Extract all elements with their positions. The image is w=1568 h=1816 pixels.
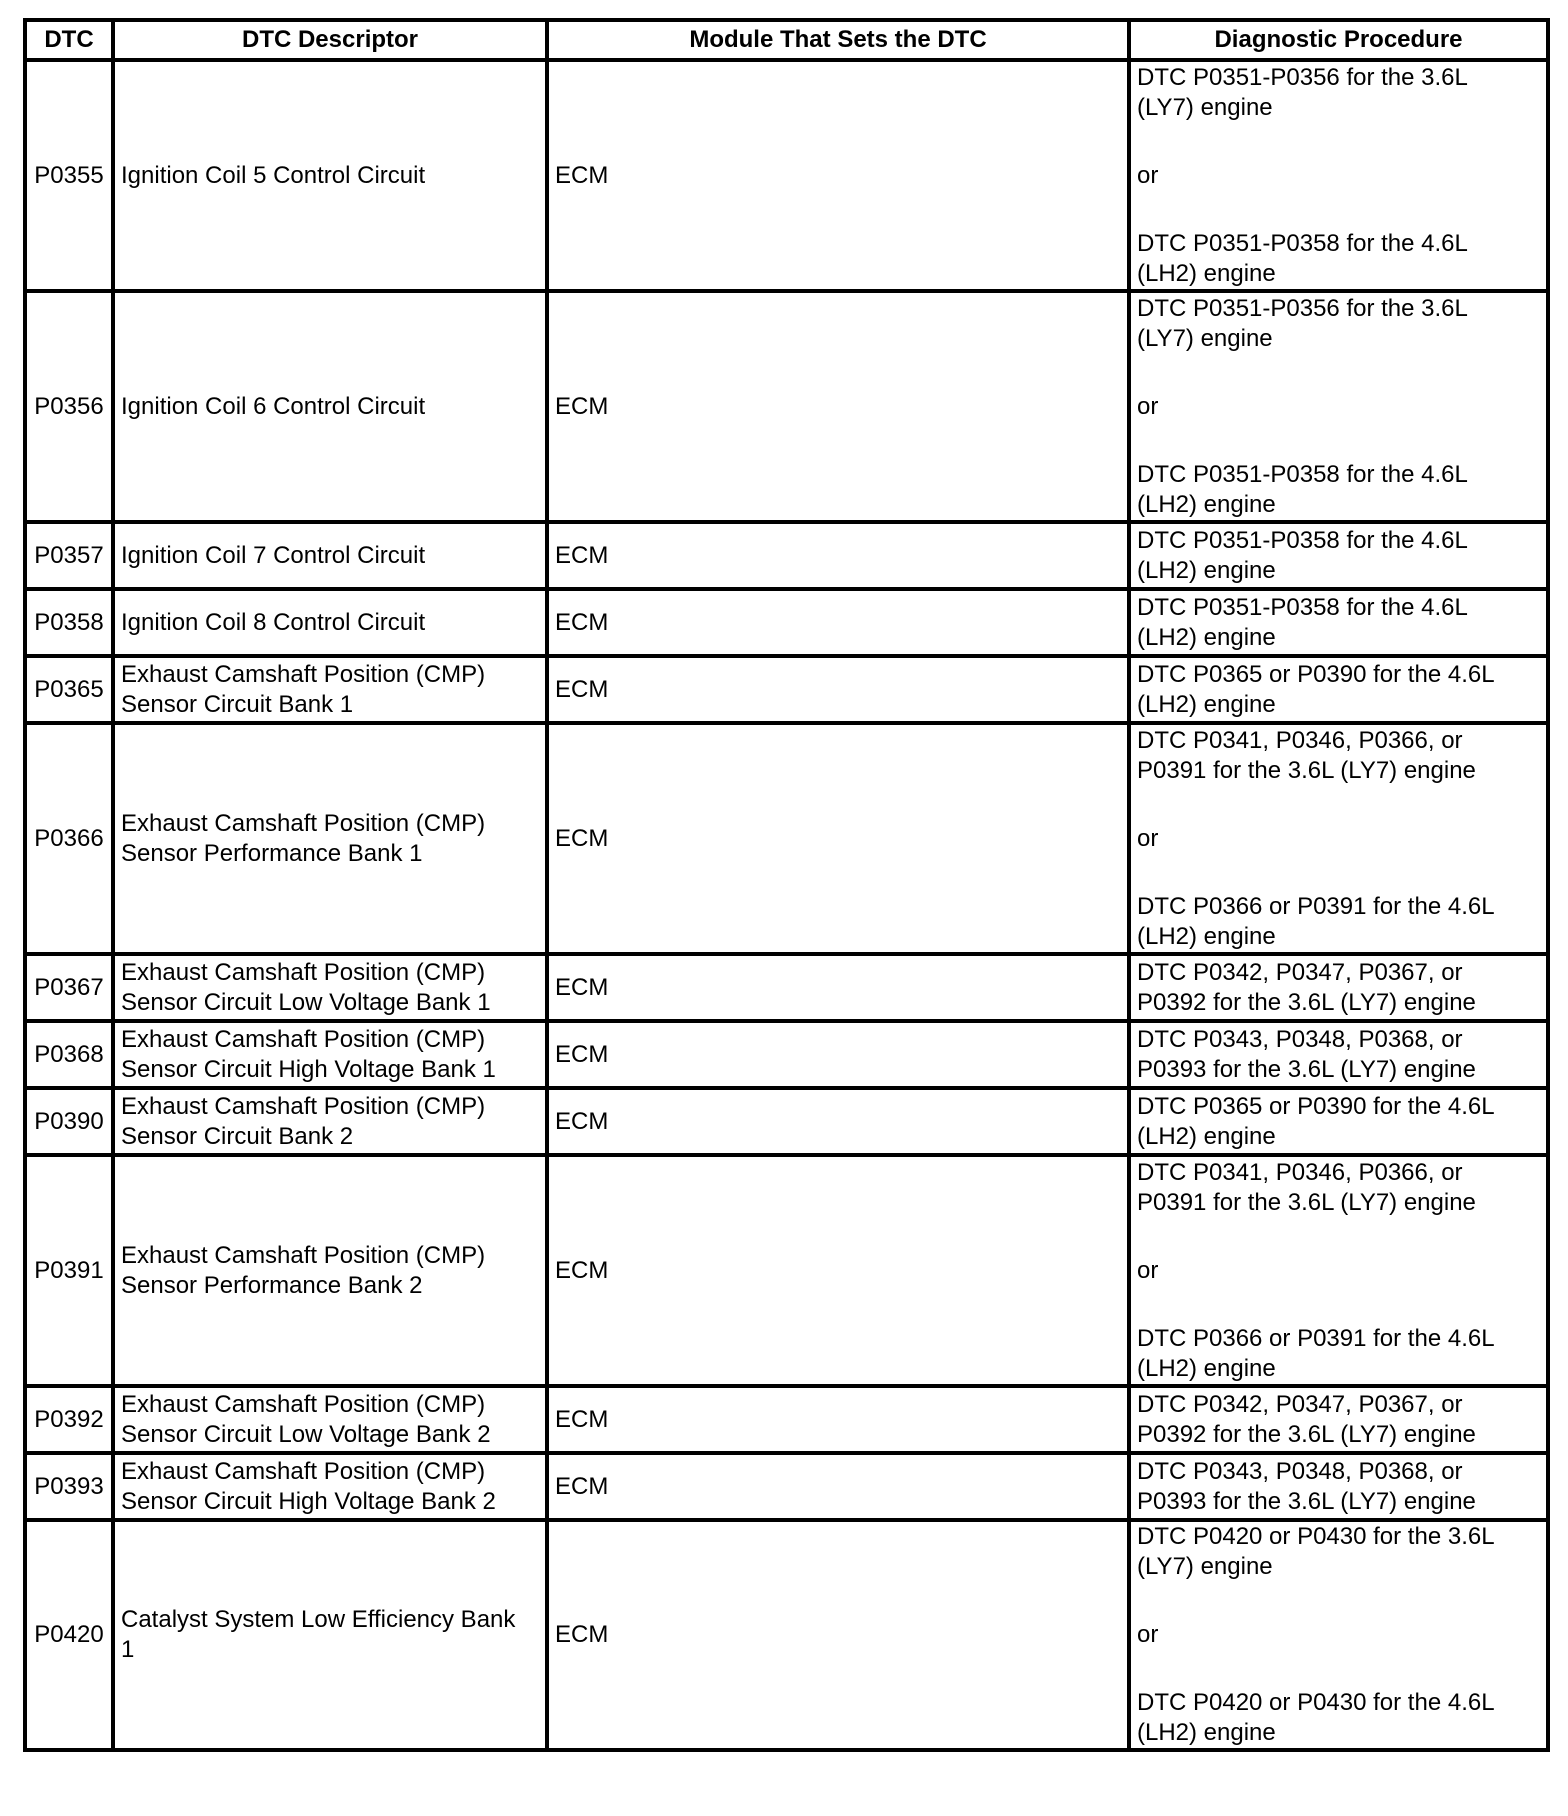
procedure-spacer — [1137, 1218, 1540, 1256]
dtc-module: ECM — [547, 723, 1129, 954]
dtc-descriptor — [113, 522, 547, 589]
dtc-code: P0365 — [25, 656, 113, 723]
descriptor-text: Exhaust Camshaft Position (CMP) Sensor Circuit Bank 1 — [121, 660, 486, 718]
table-row — [25, 1520, 1548, 1750]
procedure-or: or — [1137, 1621, 1159, 1648]
procedure-or: or — [1137, 392, 1159, 420]
diagnostic-procedure — [1129, 1520, 1548, 1750]
procedure-option-1: DTC P0343, P0348, P0368, or P0393 for the 3.6L (LY7) engine — [1137, 1025, 1476, 1083]
descriptor-text: Ignition Coil 7 Control Circuit — [121, 541, 426, 569]
descriptor-text: Ignition Coil 5 Control Circuit — [121, 161, 426, 189]
diagnostic-procedure — [1129, 589, 1548, 656]
diagnostic-procedure — [1129, 723, 1548, 954]
procedure-option-1: DTC P0343, P0348, P0368, or P0393 for the 3.6L (LY7) engine — [1137, 1457, 1476, 1515]
diagnostic-procedure — [1129, 656, 1548, 723]
header-procedure: Diagnostic Procedure — [1129, 20, 1548, 60]
descriptor-text: Exhaust Camshaft Position (CMP) Sensor Circuit Bank 2 — [121, 1092, 486, 1150]
procedure-spacer — [1137, 191, 1540, 229]
procedure-option-2: DTC P0351-P0358 for the 4.6L (LH2) engine — [1137, 460, 1468, 518]
descriptor-text: Exhaust Camshaft Position (CMP) Sensor Circuit High Voltage Bank 1 — [121, 1025, 496, 1083]
procedure-or: or — [1137, 824, 1159, 852]
procedure-spacer — [1137, 1582, 1540, 1620]
procedure-or: or — [1137, 161, 1159, 189]
diagnostic-procedure — [1129, 522, 1548, 589]
table-row — [25, 1386, 1548, 1453]
dtc-module: ECM — [547, 589, 1129, 656]
procedure-option-2: DTC P0366 or P0391 for the 4.6L (LH2) engine — [1137, 1324, 1495, 1382]
procedure-option-2: DTC P0420 or P0430 for the 4.6L (LH2) engine — [1137, 1689, 1495, 1746]
procedure-option-1: DTC P0365 or P0390 for the 4.6L (LH2) engine — [1137, 660, 1495, 718]
dtc-code: P0366 — [25, 723, 113, 954]
descriptor-text: Exhaust Camshaft Position (CMP) Sensor Performance Bank 1 — [121, 809, 486, 867]
procedure-spacer — [1137, 354, 1540, 392]
dtc-descriptor — [113, 656, 547, 723]
procedure-spacer — [1137, 1286, 1540, 1324]
diagnostic-procedure — [1129, 954, 1548, 1021]
table-row — [25, 723, 1548, 954]
dtc-module: ECM — [547, 1088, 1129, 1155]
procedure-option-1: DTC P0341, P0346, P0366, or P0391 for the 3.6L (LY7) engine — [1137, 1158, 1476, 1216]
header-dtc: DTC — [25, 20, 113, 60]
table-body — [25, 60, 1548, 1750]
dtc-module: ECM — [547, 954, 1129, 1021]
dtc-code: P0356 — [25, 291, 113, 522]
table-row — [25, 291, 1548, 522]
descriptor-text: Exhaust Camshaft Position (CMP) Sensor Circuit Low Voltage Bank 2 — [121, 1390, 491, 1448]
descriptor-text: Exhaust Camshaft Position (CMP) Sensor Circuit High Voltage Bank 2 — [121, 1457, 496, 1515]
procedure-option-1: DTC P0351-P0358 for the 4.6L (LH2) engine — [1137, 526, 1468, 584]
dtc-module: ECM — [547, 1520, 1129, 1750]
procedure-spacer — [1137, 854, 1540, 892]
dtc-code: P0355 — [25, 60, 113, 291]
descriptor-text: Catalyst System Low Efficiency Bank 1 — [121, 1606, 516, 1663]
procedure-option-1: DTC P0365 or P0390 for the 4.6L (LH2) engine — [1137, 1092, 1495, 1150]
header-module: Module That Sets the DTC — [547, 20, 1129, 60]
dtc-descriptor — [113, 1520, 547, 1750]
table-header — [25, 20, 1548, 60]
table-row — [25, 1021, 1548, 1088]
dtc-module: ECM — [547, 1021, 1129, 1088]
dtc-descriptor — [113, 1021, 547, 1088]
diagnostic-procedure — [1129, 1155, 1548, 1386]
diagnostic-procedure — [1129, 1021, 1548, 1088]
procedure-option-1: DTC P0420 or P0430 for the 3.6L (LY7) engine — [1137, 1523, 1495, 1580]
dtc-descriptor — [113, 589, 547, 656]
table-row — [25, 1453, 1548, 1520]
procedure-spacer — [1137, 1650, 1540, 1688]
dtc-descriptor — [113, 1453, 547, 1520]
descriptor-text: Exhaust Camshaft Position (CMP) Sensor Circuit Low Voltage Bank 1 — [121, 958, 491, 1016]
dtc-code: P0368 — [25, 1021, 113, 1088]
dtc-code: P0357 — [25, 522, 113, 589]
dtc-module: ECM — [547, 1386, 1129, 1453]
descriptor-text: Ignition Coil 6 Control Circuit — [121, 392, 426, 420]
table-row — [25, 589, 1548, 656]
dtc-module: ECM — [547, 1155, 1129, 1386]
procedure-spacer — [1137, 786, 1540, 824]
diagnostic-procedure — [1129, 1088, 1548, 1155]
diagnostic-procedure — [1129, 291, 1548, 522]
diagnostic-procedure — [1129, 1453, 1548, 1520]
procedure-option-1: DTC P0351-P0356 for the 3.6L (LY7) engine — [1137, 294, 1468, 352]
table-row — [25, 60, 1548, 291]
table-row — [25, 954, 1548, 1021]
dtc-descriptor — [113, 1386, 547, 1453]
dtc-descriptor — [113, 291, 547, 522]
table-row — [25, 1088, 1548, 1155]
table-row — [25, 656, 1548, 723]
table-row — [25, 1155, 1548, 1386]
descriptor-text: Ignition Coil 8 Control Circuit — [121, 608, 426, 636]
procedure-option-1: DTC P0342, P0347, P0367, or P0392 for the 3.6L (LY7) engine — [1137, 958, 1476, 1016]
descriptor-text: Exhaust Camshaft Position (CMP) Sensor Performance Bank 2 — [121, 1241, 486, 1299]
dtc-descriptor — [113, 1088, 547, 1155]
dtc-module: ECM — [547, 656, 1129, 723]
procedure-spacer — [1137, 123, 1540, 161]
procedure-option-2: DTC P0366 or P0391 for the 4.6L (LH2) engine — [1137, 892, 1495, 950]
header-row — [25, 20, 1548, 60]
dtc-code: P0391 — [25, 1155, 113, 1386]
procedure-or: or — [1137, 1256, 1159, 1284]
dtc-code: P0367 — [25, 954, 113, 1021]
dtc-code: P0390 — [25, 1088, 113, 1155]
diagnostic-procedure — [1129, 60, 1548, 291]
dtc-module: ECM — [547, 60, 1129, 291]
dtc-descriptor — [113, 723, 547, 954]
dtc-code: P0420 — [25, 1520, 113, 1750]
dtc-module: ECM — [547, 291, 1129, 522]
dtc-module: ECM — [547, 522, 1129, 589]
header-descriptor: DTC Descriptor — [113, 20, 547, 60]
dtc-code: P0358 — [25, 589, 113, 656]
procedure-option-1: DTC P0342, P0347, P0367, or P0392 for the 3.6L (LY7) engine — [1137, 1390, 1476, 1448]
dtc-descriptor — [113, 60, 547, 291]
procedure-option-1: DTC P0341, P0346, P0366, or P0391 for the 3.6L (LY7) engine — [1137, 726, 1476, 784]
dtc-code: P0392 — [25, 1386, 113, 1453]
procedure-spacer — [1137, 422, 1540, 460]
dtc-code: P0393 — [25, 1453, 113, 1520]
dtc-module: ECM — [547, 1453, 1129, 1520]
dtc-table — [23, 18, 1550, 1752]
procedure-option-1: DTC P0351-P0358 for the 4.6L (LH2) engine — [1137, 593, 1468, 651]
procedure-option-2: DTC P0351-P0358 for the 4.6L (LH2) engine — [1137, 229, 1468, 287]
procedure-option-1: DTC P0351-P0356 for the 3.6L (LY7) engine — [1137, 63, 1468, 121]
dtc-descriptor — [113, 954, 547, 1021]
dtc-descriptor — [113, 1155, 547, 1386]
diagnostic-procedure — [1129, 1386, 1548, 1453]
table-row — [25, 522, 1548, 589]
